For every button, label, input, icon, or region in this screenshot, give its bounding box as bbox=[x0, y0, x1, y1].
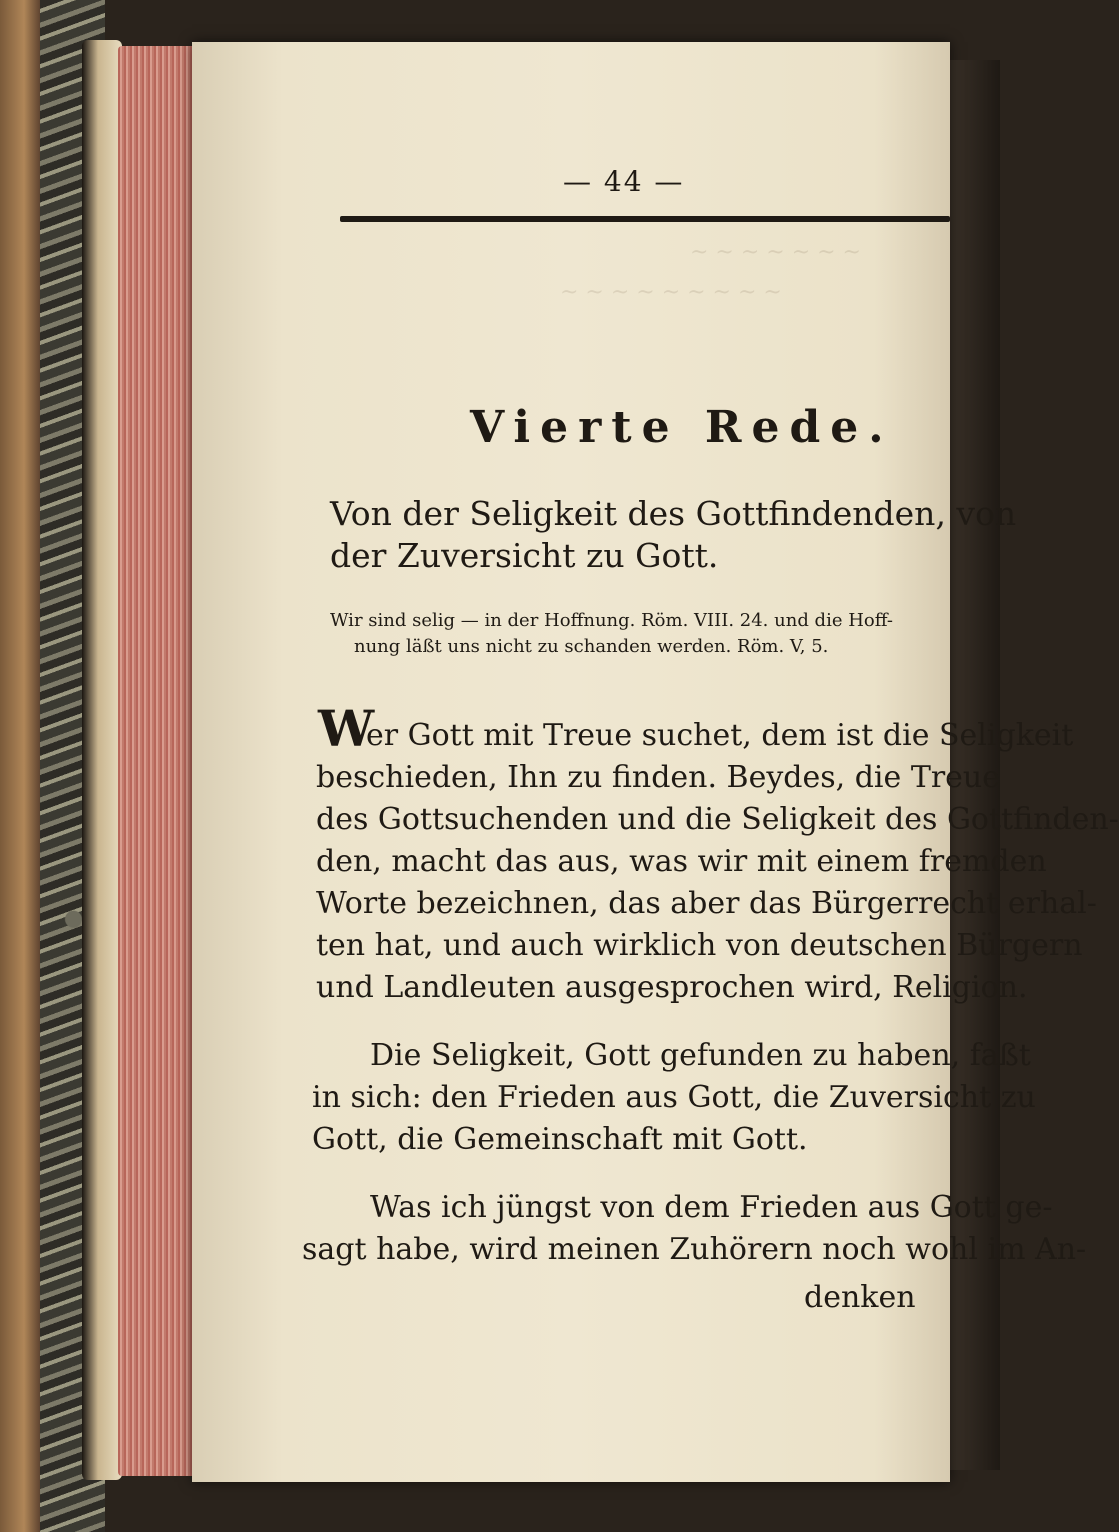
body-line: Gott, die Gemeinschaft mit Gott. bbox=[312, 1122, 808, 1157]
body-line: den, macht das aus, was wir mit einem fremden bbox=[316, 844, 1047, 879]
body-line: Worte bezeichnen, das aber das Bürgerrecht erhal- bbox=[316, 886, 1097, 921]
body-line: des Gottsuchenden und die Seligkeit des Gottfinden- bbox=[316, 802, 1119, 837]
spine-shadow bbox=[82, 40, 122, 1480]
red-page-edges bbox=[118, 46, 198, 1476]
cover-edge bbox=[0, 0, 40, 1532]
body-line: und Landleuten ausgesprochen wird, Religion. bbox=[316, 970, 1028, 1005]
catchword: denken bbox=[804, 1280, 916, 1315]
subtitle-line: Von der Seligkeit des Gottfindenden, von bbox=[330, 494, 1017, 533]
body-line: er Gott mit Treue suchet, dem ist die Seligkeit bbox=[366, 718, 1074, 753]
body-line: sagt habe, wird meinen Zuhörern noch wohl im An- bbox=[302, 1232, 1087, 1267]
body-line: Was ich jüngst von dem Frieden aus Gott ge- bbox=[370, 1190, 1053, 1225]
body-line: Die Seligkeit, Gott gefunden zu haben, faßt bbox=[370, 1038, 1031, 1073]
chapter-heading: Vierte Rede. bbox=[470, 402, 894, 453]
body-line: in sich: den Frieden aus Gott, die Zuversicht zu bbox=[312, 1080, 1036, 1115]
bleed-through-text: ~ ~ ~ ~ ~ ~ ~ bbox=[690, 240, 861, 265]
body-line: ten hat, und auch wirklich von deutschen Bürgern bbox=[316, 928, 1083, 963]
page-number: — 44 — bbox=[563, 165, 685, 198]
header-rule bbox=[340, 216, 950, 222]
motto-line: Wir sind selig — in der Hoffnung. Röm. VIII. 24. und die Hoff- bbox=[330, 610, 893, 631]
bleed-through-text: ~ ~ ~ ~ ~ ~ ~ ~ ~ bbox=[560, 280, 782, 305]
subtitle-line: der Zuversicht zu Gott. bbox=[330, 536, 719, 575]
body-line: beschieden, Ihn zu finden. Beydes, die Treue bbox=[316, 760, 1000, 795]
motto-line: nung läßt uns nicht zu schanden werden. Röm. V, 5. bbox=[354, 636, 829, 657]
drop-capital: W bbox=[318, 699, 375, 758]
